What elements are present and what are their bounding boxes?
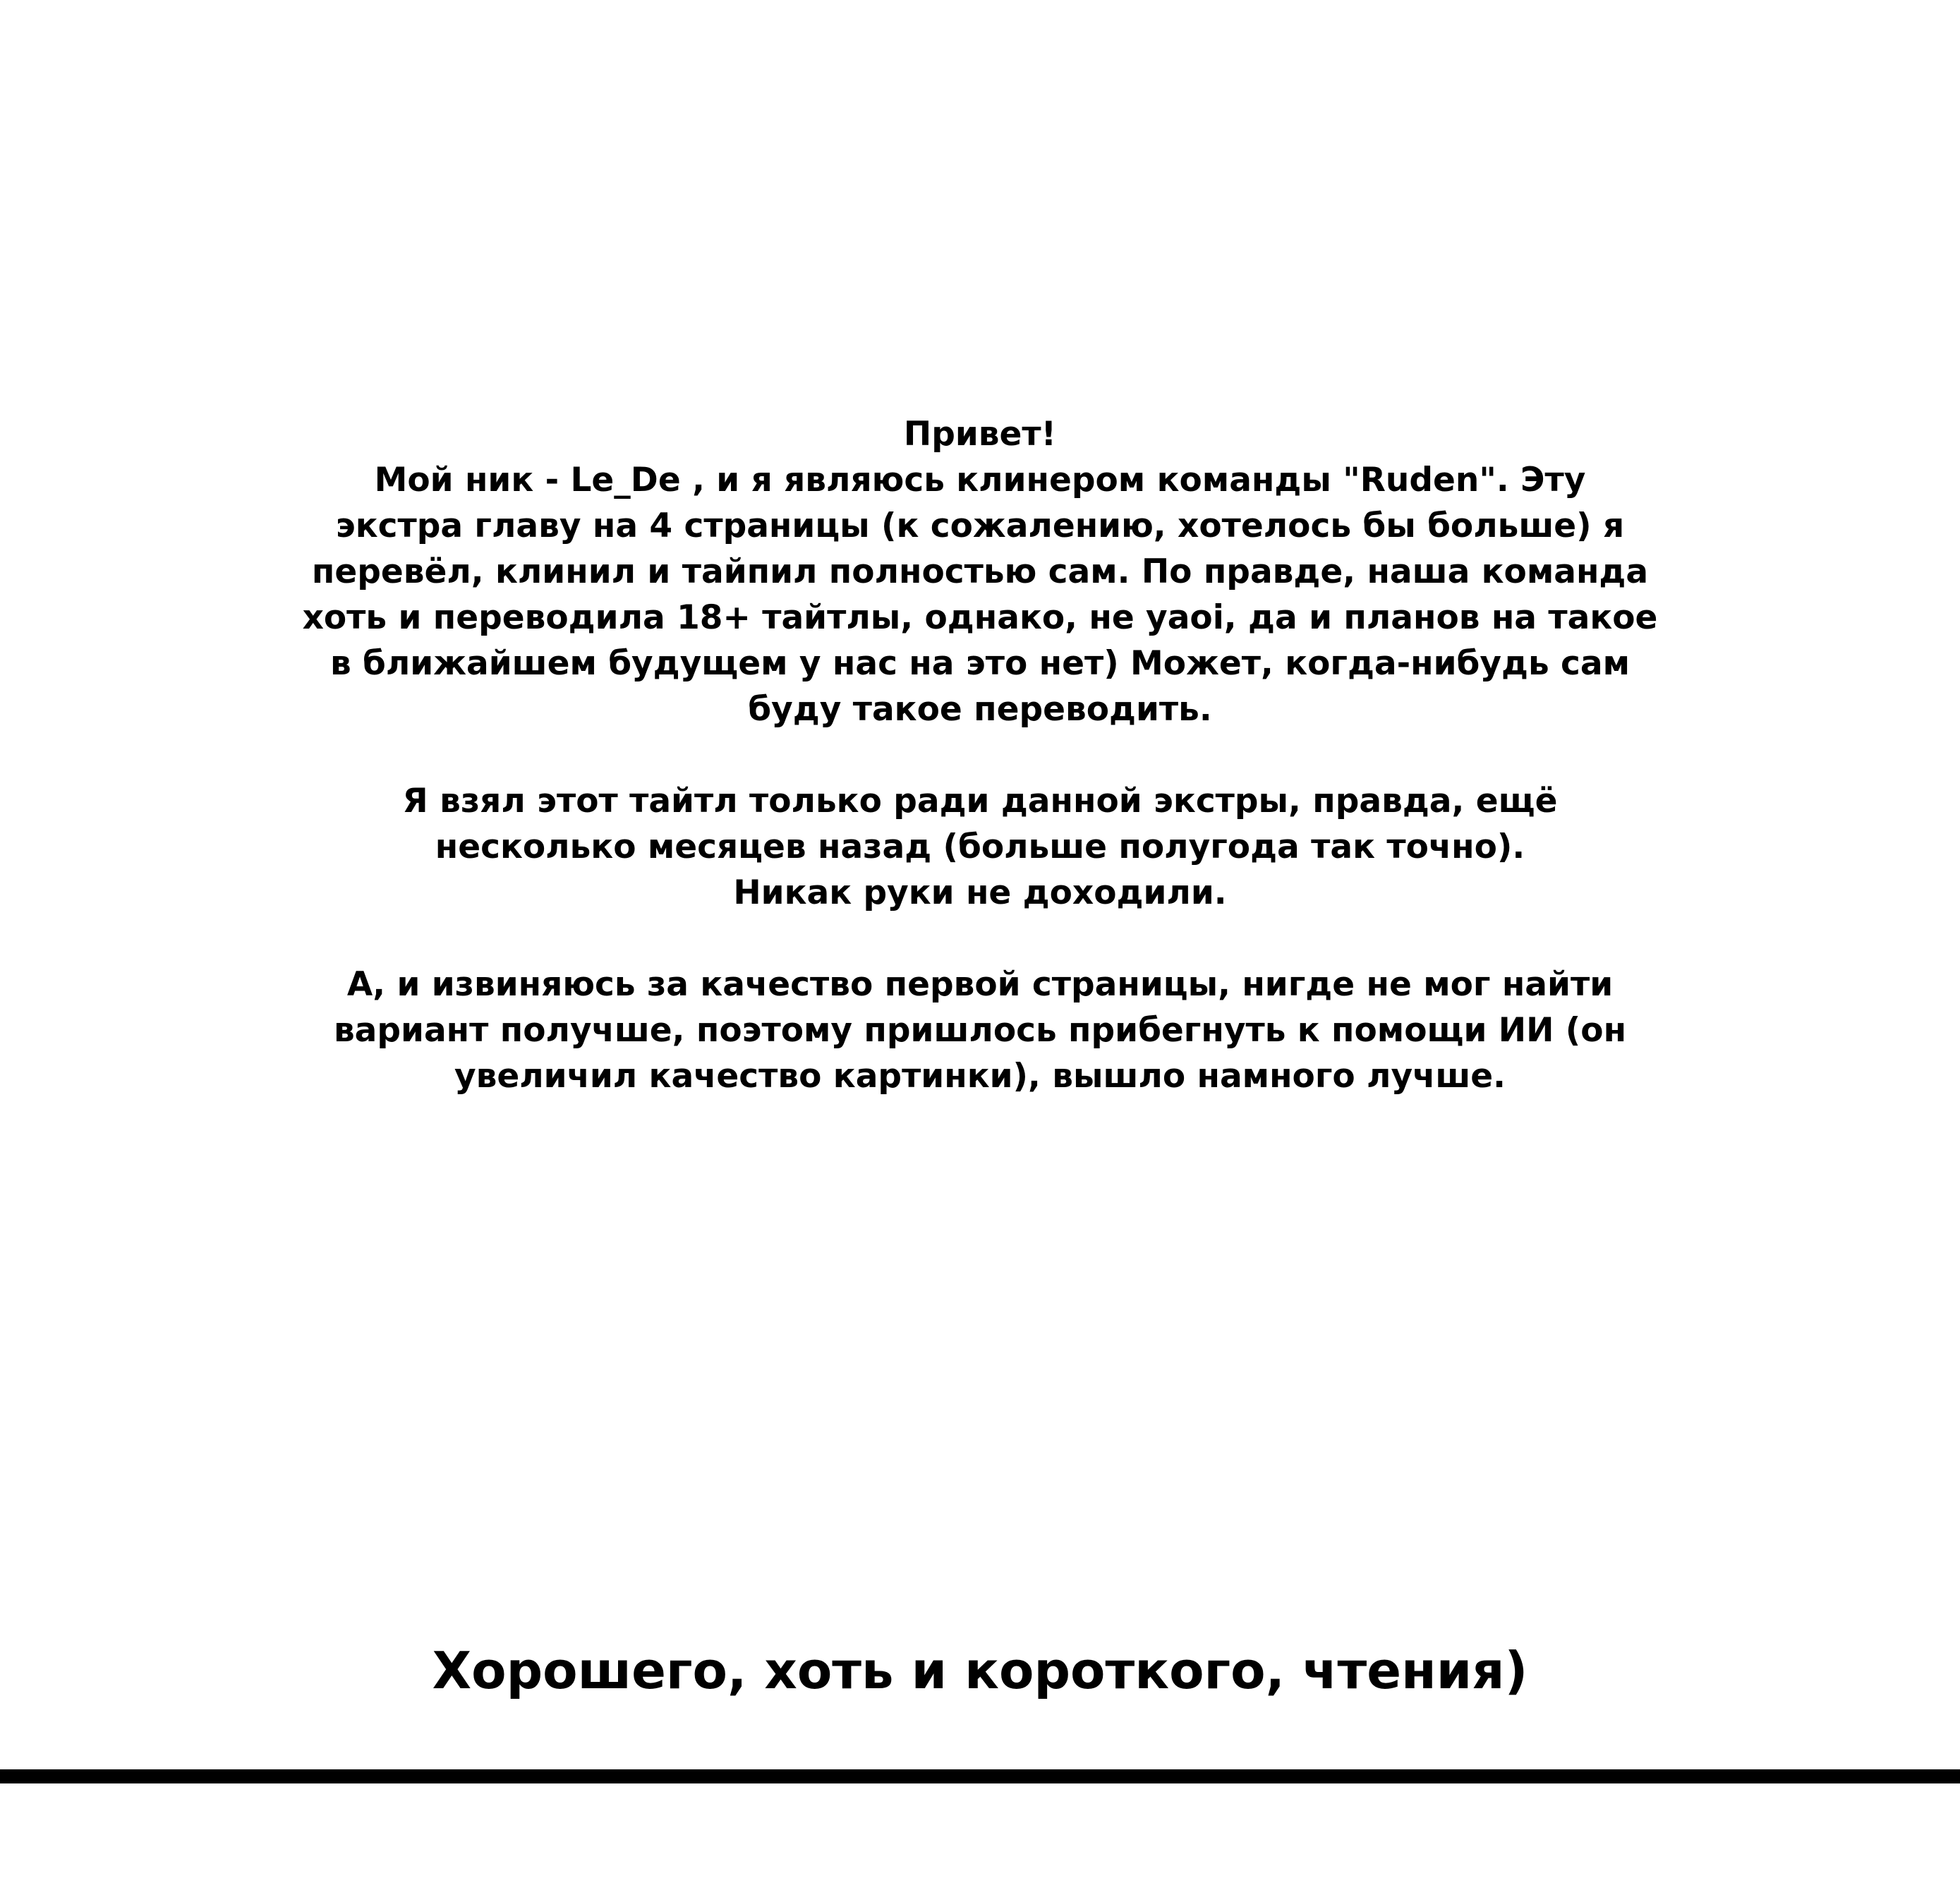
translator-note bbox=[274, 411, 1686, 1099]
note-paragraph-title-choice bbox=[274, 778, 1686, 916]
note-line: Привет! bbox=[903, 415, 1057, 454]
note-line: буду такое переводить. bbox=[748, 690, 1212, 729]
note-line: увеличил качество картинки), вышло намного лучше. bbox=[454, 1057, 1506, 1096]
note-line: А, и извиняюсь за качество первой страницы, нигде не мог найти bbox=[346, 965, 1614, 1004]
note-line: Никак руки не доходили. bbox=[733, 873, 1227, 912]
note-line: экстра главу на 4 страницы (к сожалению, хотелось бы больше) я bbox=[335, 507, 1625, 545]
note-line: несколько месяцев назад (больше полугода так точно). bbox=[435, 828, 1525, 866]
note-paragraph-greeting bbox=[274, 411, 1686, 732]
note-line: в ближайшем будущем у нас на это нет) Может, когда-нибудь сам bbox=[329, 644, 1631, 683]
note-line: хоть и переводила 18+ тайтлы, однако, не yaoi, да и планов на такое bbox=[302, 598, 1658, 637]
note-line: Я взял этот тайтл только ради данной экстры, правда, ещё bbox=[402, 782, 1558, 820]
bottom-rule bbox=[0, 1769, 1960, 1783]
note-line: перевёл, клинил и тайпил полностью сам. По правде, наша команда bbox=[311, 552, 1649, 591]
note-line: вариант получше, поэтому пришлось прибегнуть к помощи ИИ (он bbox=[333, 1011, 1627, 1050]
closing-line: Хорошего, хоть и короткого, чтения) bbox=[432, 1641, 1528, 1700]
note-paragraph-apology bbox=[274, 962, 1686, 1099]
note-line: Мой ник - Le_De , и я являюсь клинером команды "Ruden". Эту bbox=[374, 461, 1586, 499]
